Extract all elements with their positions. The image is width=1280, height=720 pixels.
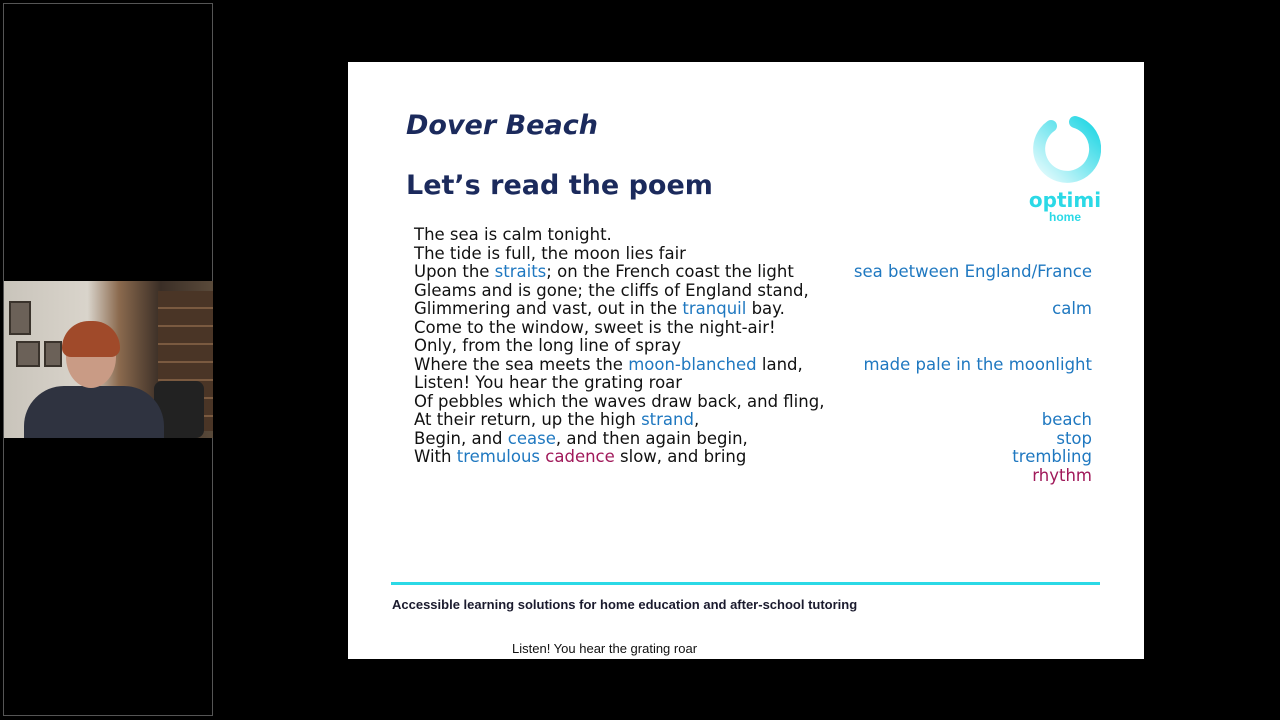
poem-line — [414, 300, 1092, 319]
word-gloss: rhythm — [1032, 465, 1092, 485]
presenter-hair — [62, 321, 120, 357]
highlighted-word: straits — [494, 262, 547, 281]
highlighted-word: tremulous — [456, 447, 541, 466]
word-gloss: sea between England/France — [853, 262, 1092, 281]
logo-brand-text: optimi — [1028, 188, 1102, 212]
poem-text-segment: Begin, and — [414, 428, 508, 448]
slide-subtitle: Let’s read the poem — [406, 170, 713, 201]
poem-text-segment: The sea is calm tonight. — [414, 225, 612, 244]
highlighted-word: strand — [641, 410, 694, 429]
logo-ring-icon — [1029, 112, 1101, 184]
poem-line — [414, 356, 1092, 375]
poem-line — [414, 263, 1092, 282]
poem-text-segment: Come to the window, sweet is the night-air! — [414, 317, 776, 337]
poem-text — [414, 226, 1092, 485]
word-gloss: beach — [1041, 410, 1092, 429]
poem-line — [414, 393, 1092, 412]
poem-text-segment: bay. — [746, 299, 785, 318]
highlighted-word: cease — [507, 428, 556, 448]
poem-text-segment: Listen! You hear the grating roar — [414, 373, 683, 392]
presentation-slide — [348, 62, 1144, 659]
word-gloss: stop — [1056, 428, 1092, 448]
poem-text-segment: With — [414, 447, 457, 466]
wall-picture — [44, 341, 62, 367]
poem-line — [414, 374, 1092, 393]
poem-text-segment: Only, from the long line of spray — [414, 336, 682, 355]
poem-text-segment: Gleams and is gone; the cliffs of England stand, — [414, 280, 809, 300]
presenter-webcam-video — [4, 281, 213, 438]
poem-text-segment: , — [693, 410, 700, 429]
logo-sub-text: home — [1048, 210, 1081, 224]
word-gloss: trembling — [1012, 447, 1092, 466]
highlighted-word: cadence — [545, 447, 615, 466]
poem-text-segment: Glimmering and vast, out in the — [414, 299, 683, 318]
poem-line — [414, 467, 1092, 486]
footer-tagline: Accessible learning solutions for home education and after-school tutoring — [392, 597, 858, 612]
poem-text-segment: land, — [756, 354, 803, 374]
poem-text-segment: The tide is full, the moon lies fair — [414, 243, 686, 263]
wall-picture — [9, 301, 31, 335]
footer-divider — [391, 582, 1100, 585]
poem-text-segment: ; on the French coast the light — [546, 262, 794, 281]
wall-picture — [16, 341, 40, 367]
highlighted-word: moon-blanched — [628, 354, 757, 374]
word-gloss: made pale in the moonlight — [863, 354, 1092, 374]
poem-line — [414, 430, 1092, 449]
poem-line — [414, 411, 1092, 430]
word-gloss: calm — [1052, 299, 1092, 318]
poem-line — [414, 448, 1092, 467]
poem-text-segment: slow, and bring — [614, 447, 747, 466]
poem-line — [414, 319, 1092, 338]
poem-line — [414, 226, 1092, 245]
poem-text-segment: , and then again begin, — [555, 428, 748, 448]
presenter-body — [24, 386, 164, 438]
optimi-home-logo — [1026, 112, 1104, 224]
poem-line — [414, 337, 1092, 356]
slide-title: Dover Beach — [406, 110, 598, 141]
poem-text-segment: Of pebbles which the waves draw back, and fling, — [414, 391, 825, 411]
poem-line — [414, 282, 1092, 301]
poem-text-segment: At their return, up the high — [414, 410, 642, 429]
poem-line — [414, 245, 1092, 264]
poem-text-segment: Upon the — [414, 262, 495, 281]
poem-text-segment: Where the sea meets the — [414, 354, 629, 374]
subtitle-caption: Listen! You hear the grating roar — [512, 641, 698, 656]
highlighted-word: tranquil — [682, 299, 747, 318]
